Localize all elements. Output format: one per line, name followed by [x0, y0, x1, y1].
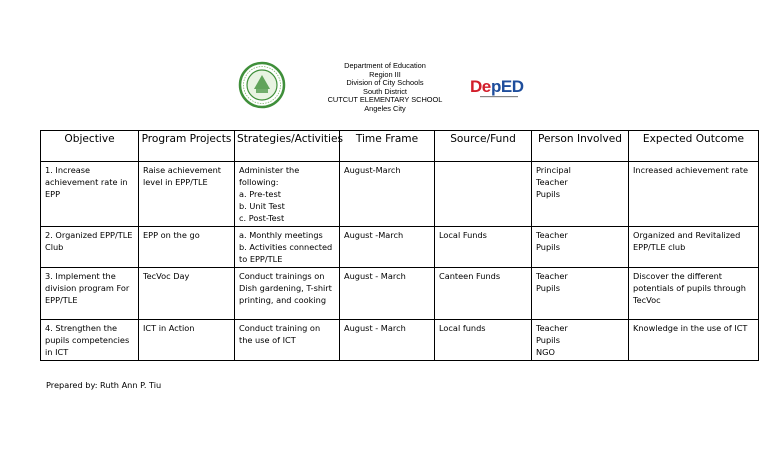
svg-text:pED: pED	[491, 77, 524, 96]
header-line-school: CUTCUT ELEMENTARY SCHOOL	[327, 95, 443, 105]
strategies-cell: Conduct training on the use of ICT	[235, 320, 340, 361]
school-header	[300, 62, 470, 114]
strategies-cell: Conduct trainings on Dish gardening, T-shirt printing, and cooking	[235, 268, 340, 320]
column-header: Source/Fund	[435, 131, 532, 162]
column-header: Objective	[41, 131, 139, 162]
header-line-department: Department of Education	[344, 61, 426, 70]
program-cell: EPP on the go	[139, 227, 235, 268]
program-cell: ICT in Action	[139, 320, 235, 361]
outcome-cell: Increased achievement rate	[629, 162, 759, 227]
persons-cell: Teacher Pupils NGO	[532, 320, 629, 361]
source-fund-cell	[435, 162, 532, 227]
source-fund-cell: Canteen Funds	[435, 268, 532, 320]
header-line-district: South District	[363, 86, 407, 96]
persons-cell: Teacher Pupils	[532, 227, 629, 268]
objective-cell: 4. Strengthen the pupils competencies in ICT	[41, 320, 139, 361]
table-row	[41, 227, 759, 268]
svg-text:De: De	[470, 77, 491, 96]
column-header: Strategies/Activities	[235, 131, 340, 162]
table-row	[41, 320, 759, 361]
time-frame-cell: August - March	[340, 320, 435, 361]
outcome-cell: Knowledge in the use of ICT	[629, 320, 759, 361]
persons-cell: Principal Teacher Pupils	[532, 162, 629, 227]
objective-cell: 3. Implement the division program For EPP/TLE	[41, 268, 139, 320]
action-plan-table	[40, 130, 759, 361]
strategies-cell: Administer the following: a. Pre-test b. Unit Test c. Post-Test	[235, 162, 340, 227]
outcome-cell: Organized and Revitalized EPP/TLE club	[629, 227, 759, 268]
header-line-region: Region III	[369, 69, 401, 79]
objective-cell: 2. Organized EPP/TLE Club	[41, 227, 139, 268]
column-header: Time Frame	[340, 131, 435, 162]
table-header-row	[41, 131, 759, 162]
header-line-division: Division of City Schools	[346, 78, 424, 88]
school-seal-logo	[238, 61, 286, 109]
table-row	[41, 268, 759, 320]
column-header: Program Projects	[139, 131, 235, 162]
outcome-cell: Discover the different potentials of pupils through TecVoc	[629, 268, 759, 320]
header-line-city: Angeles City	[364, 103, 406, 113]
table-row	[41, 162, 759, 227]
prepared-by: Prepared by: Ruth Ann P. Tiu	[46, 380, 162, 390]
column-header: Person Involved	[532, 131, 629, 162]
objective-cell: 1. Increase achievement rate in EPP	[41, 162, 139, 227]
source-fund-cell: Local Funds	[435, 227, 532, 268]
time-frame-cell: August-March	[340, 162, 435, 227]
strategies-cell: a. Monthly meetings b. Activities connected to EPP/TLE	[235, 227, 340, 268]
program-cell: Raise achievement level in EPP/TLE	[139, 162, 235, 227]
time-frame-cell: August - March	[340, 268, 435, 320]
persons-cell: Teacher Pupils	[532, 268, 629, 320]
column-header: Expected Outcome	[629, 131, 759, 162]
program-cell: TecVoc Day	[139, 268, 235, 320]
time-frame-cell: August -March	[340, 227, 435, 268]
source-fund-cell: Local funds	[435, 320, 532, 361]
deped-logo	[470, 74, 524, 102]
